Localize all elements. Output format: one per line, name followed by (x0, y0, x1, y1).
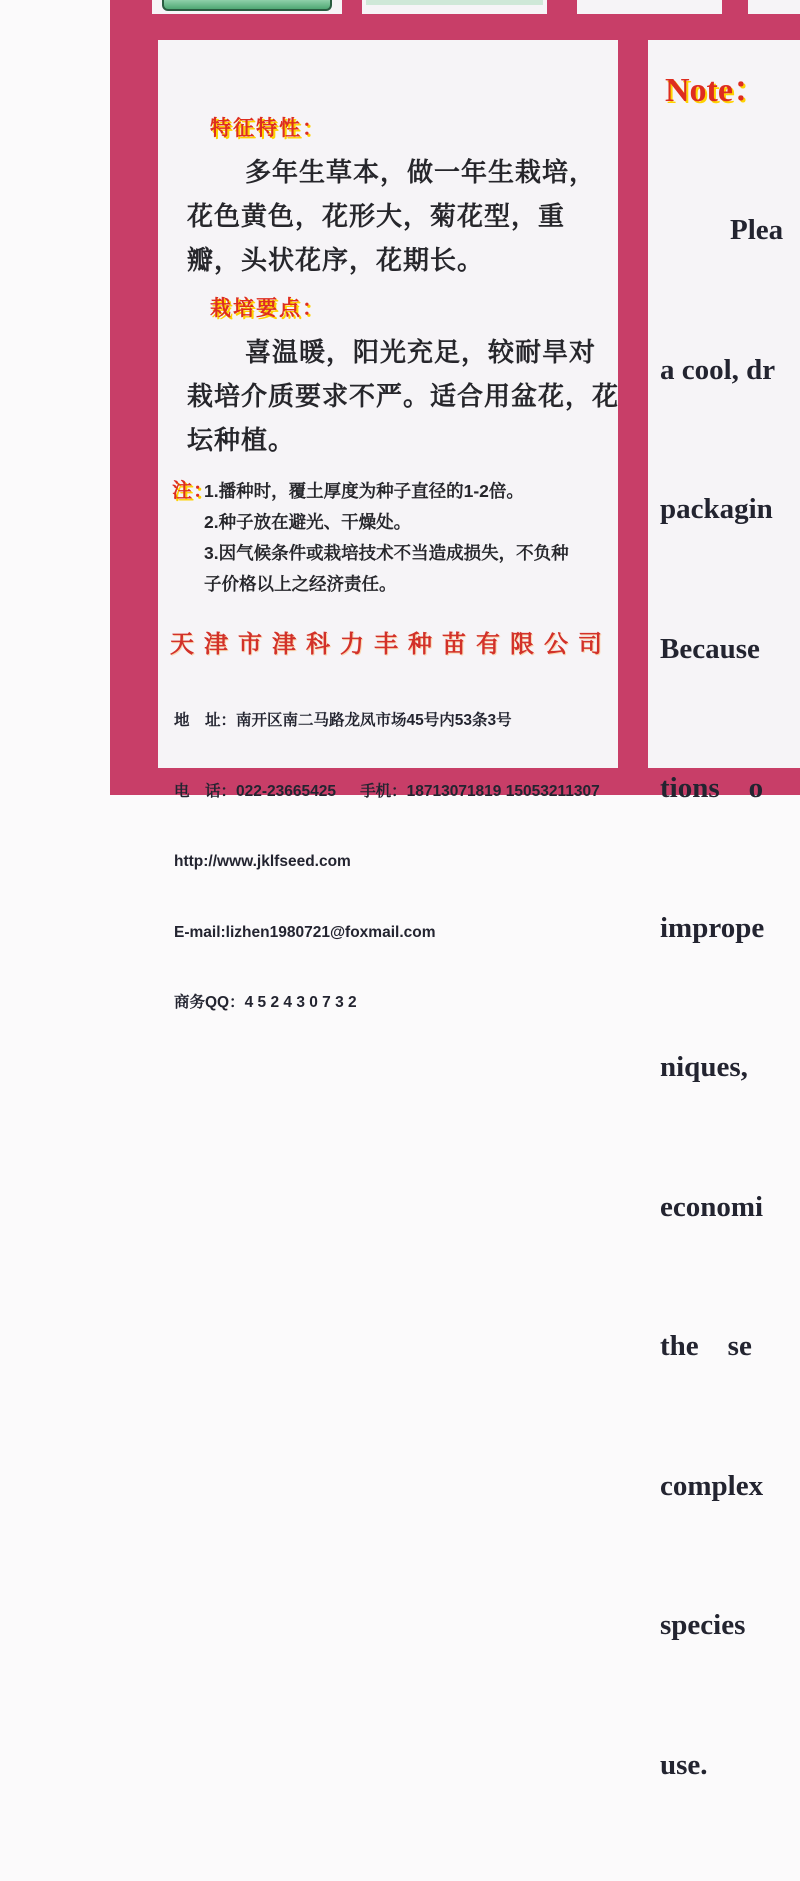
note-english-line: complex (660, 1469, 764, 1502)
characteristics-line: 多年生草本，做一年生栽培， (245, 157, 597, 187)
company-name: 天津市津科力丰种苗有限公司 (170, 631, 612, 658)
top-table-cell (152, 0, 342, 14)
cultivation-text (187, 330, 620, 462)
note-english-line: Because (660, 632, 760, 665)
note-line: 1.播种时，覆土厚度为种子直径的1-2倍。 (204, 481, 524, 501)
contact-address: 地 址：南开区南二马路龙凤市场45号内53条3号 (174, 712, 512, 729)
chinese-info-panel (158, 40, 620, 1011)
green-label-bar (162, 0, 332, 11)
characteristics-line: 花色黄色，花形大，菊花型，重 (187, 201, 566, 231)
note-english-line: use. (660, 1748, 708, 1781)
green-label-strip (366, 0, 543, 5)
note-english-line: a cool, dr (660, 353, 776, 386)
cultivation-line: 喜温暖，阳光充足，较耐旱对 (245, 337, 597, 367)
note-english-line: niques, (660, 1051, 748, 1083)
contact-website: http://www.jklfseed.com (174, 853, 351, 870)
characteristics-text (187, 150, 595, 282)
top-table-cell (577, 0, 722, 14)
note-english-text (660, 114, 783, 1881)
note-line: 2.种子放在避光、干燥处。 (204, 512, 412, 532)
contact-email: E-mail:lizhen1980721@foxmail.com (174, 923, 436, 941)
contact-qq: 商务QQ：4 5 2 4 3 0 7 3 2 (174, 994, 357, 1011)
note-english-line: Plea (730, 214, 784, 246)
notes-list (204, 476, 606, 600)
notes-label: 注： (172, 480, 214, 502)
cultivation-line: 坛种植。 (187, 425, 296, 455)
characteristics-line: 瓣，头状花序，花期长。 (187, 245, 485, 275)
note-english-line: species (660, 1609, 746, 1641)
top-table-cell (748, 0, 800, 14)
note-english-line: the se (660, 1330, 752, 1362)
note-english-line: packagin (660, 493, 773, 525)
contact-phone: 电 话：022-23665425 手机：18713071819 15053211307 (174, 782, 600, 800)
contact-block (174, 662, 610, 1062)
seed-packet-back (110, 0, 800, 1781)
note-line: 3.因气候条件或栽培技术不当造成损失，不负种 (204, 543, 569, 563)
note-line: 子价格以上之经济责任。 (204, 574, 397, 594)
note-english-line: tions o (660, 772, 764, 804)
top-table-cell (362, 0, 547, 14)
cultivation-heading: 栽培要点： (210, 297, 325, 320)
note-english-line: economi (660, 1190, 764, 1223)
note-english-line: imprope (660, 911, 765, 944)
note-heading: Note： (665, 72, 767, 109)
english-note-panel (648, 40, 800, 1781)
characteristics-heading: 特征特性： (210, 117, 325, 140)
cultivation-line: 栽培介质要求不严。适合用盆花，花 (187, 381, 620, 411)
